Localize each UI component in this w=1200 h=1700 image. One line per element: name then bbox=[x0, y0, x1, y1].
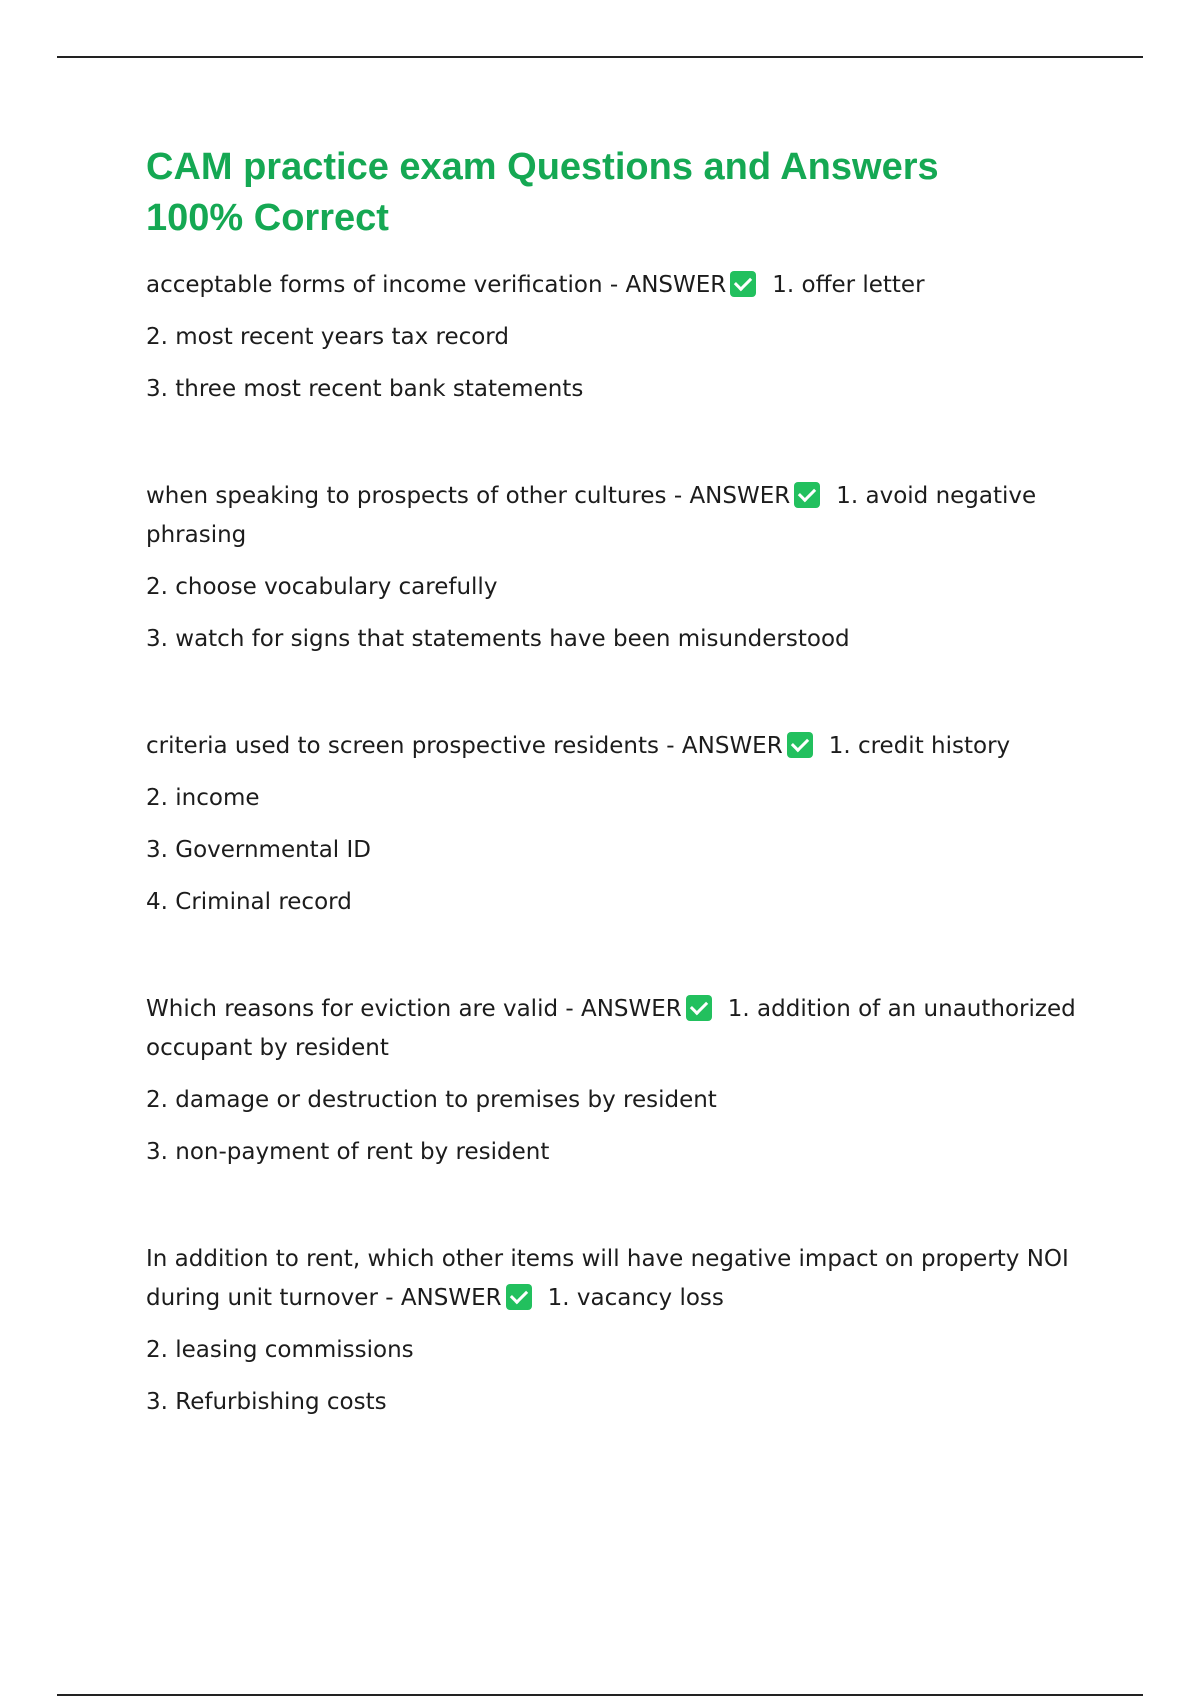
check-mark-icon bbox=[730, 271, 756, 297]
qa-item-3 bbox=[146, 727, 1086, 922]
answer-item: 2. leasing commissions bbox=[146, 1337, 414, 1363]
answer-item: 1. avoid negative phrasing bbox=[146, 483, 1037, 548]
question-line bbox=[146, 1240, 1086, 1318]
answer-item: 2. most recent years tax record bbox=[146, 324, 509, 350]
qa-item-5 bbox=[146, 1240, 1086, 1422]
document-title bbox=[146, 142, 1086, 244]
answer-item: 1. offer letter bbox=[772, 272, 925, 298]
question-line bbox=[146, 477, 1086, 555]
question-text: In addition to rent, which other items will have negative impact on property NOI during unit turnover - ANSWER bbox=[146, 1246, 1069, 1311]
qa-item-1 bbox=[146, 266, 1086, 409]
title-line-1: CAM practice exam Questions and Answers bbox=[146, 146, 939, 188]
title-line-2: 100% Correct bbox=[146, 197, 389, 239]
answer-item: 2. choose vocabulary carefully bbox=[146, 574, 498, 600]
answer-item: 1. vacancy loss bbox=[547, 1285, 724, 1311]
answer-item: 3. watch for signs that statements have been misunderstood bbox=[146, 626, 850, 652]
check-mark-icon bbox=[794, 482, 820, 508]
question-text: when speaking to prospects of other cultures - ANSWER bbox=[146, 483, 791, 509]
header-rule bbox=[57, 56, 1143, 58]
answer-item: 1. addition of an unauthorized occupant by resident bbox=[146, 996, 1076, 1061]
answer-item: 3. Governmental ID bbox=[146, 837, 371, 863]
answer-item: 1. credit history bbox=[828, 733, 1011, 759]
answer-item: 2. damage or destruction to premises by resident bbox=[146, 1087, 717, 1113]
answer-item: 4. Criminal record bbox=[146, 889, 352, 915]
qa-item-4 bbox=[146, 990, 1086, 1172]
footer-rule bbox=[57, 1694, 1143, 1696]
question-text: acceptable forms of income verification - ANSWER bbox=[146, 272, 727, 298]
check-mark-icon bbox=[506, 1284, 532, 1310]
question-text: criteria used to screen prospective residents - ANSWER bbox=[146, 733, 783, 759]
question-text: Which reasons for eviction are valid - ANSWER bbox=[146, 996, 682, 1022]
check-mark-icon bbox=[787, 732, 813, 758]
question-line bbox=[146, 990, 1086, 1068]
document-page bbox=[146, 142, 1086, 1490]
answer-item: 2. income bbox=[146, 785, 260, 811]
qa-item-2 bbox=[146, 477, 1086, 659]
answer-item: 3. Refurbishing costs bbox=[146, 1389, 387, 1415]
answer-item: 3. three most recent bank statements bbox=[146, 376, 584, 402]
answer-item: 3. non-payment of rent by resident bbox=[146, 1139, 550, 1165]
check-mark-icon bbox=[686, 995, 712, 1021]
question-line bbox=[146, 727, 1086, 766]
question-line bbox=[146, 266, 1086, 305]
